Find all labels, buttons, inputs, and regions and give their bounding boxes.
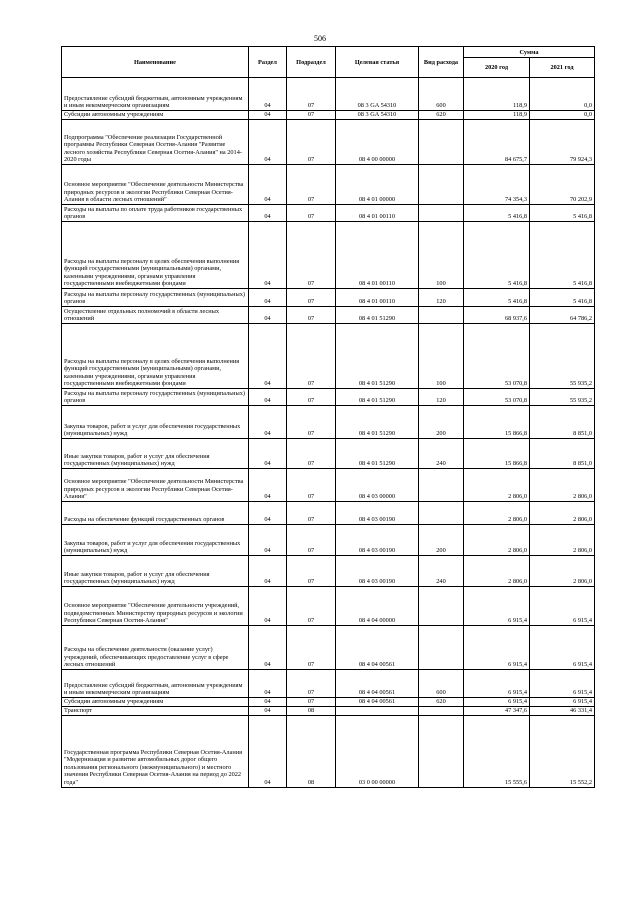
row-expense-type bbox=[419, 715, 464, 787]
row-target-article: 08 4 01 00000 bbox=[336, 165, 419, 205]
row-target-article: 08 4 01 51290 bbox=[336, 389, 419, 406]
row-target-article: 08 4 00 00000 bbox=[336, 120, 419, 165]
row-subsection: 07 bbox=[287, 587, 336, 626]
table-row bbox=[62, 556, 595, 587]
row-section: 04 bbox=[249, 78, 287, 111]
row-sum-2020: 2 806,0 bbox=[464, 525, 530, 556]
row-sum-2021: 8 851,0 bbox=[530, 439, 595, 469]
row-section: 04 bbox=[249, 502, 287, 525]
row-target-article: 08 4 01 00110 bbox=[336, 205, 419, 222]
row-expense-type bbox=[419, 707, 464, 716]
row-expense-type: 120 bbox=[419, 389, 464, 406]
row-target-article: 08 4 01 51290 bbox=[336, 307, 419, 324]
row-sum-2021: 64 786,2 bbox=[530, 307, 595, 324]
row-expense-type: 620 bbox=[419, 698, 464, 707]
row-subsection: 07 bbox=[287, 120, 336, 165]
row-expense-type bbox=[419, 469, 464, 502]
row-name: Расходы на обеспечение функций государственных органов bbox=[62, 502, 249, 525]
table-body bbox=[62, 78, 595, 788]
row-target-article: 08 4 03 00000 bbox=[336, 469, 419, 502]
row-sum-2020: 118,9 bbox=[464, 111, 530, 120]
row-sum-2020: 2 806,0 bbox=[464, 469, 530, 502]
row-section: 04 bbox=[249, 556, 287, 587]
row-sum-2020: 15 866,8 bbox=[464, 406, 530, 439]
row-sum-2020: 6 915,4 bbox=[464, 626, 530, 670]
row-section: 04 bbox=[249, 587, 287, 626]
row-name: Предоставление субсидий бюджетным, автономным учреждениям и иным некоммерческим организациям bbox=[62, 670, 249, 698]
row-expense-type bbox=[419, 120, 464, 165]
row-section: 04 bbox=[249, 289, 287, 307]
row-subsection: 07 bbox=[287, 502, 336, 525]
table-row bbox=[62, 439, 595, 469]
row-target-article: 03 0 00 00000 bbox=[336, 715, 419, 787]
row-target-article: 08 4 03 00190 bbox=[336, 525, 419, 556]
row-name: Расходы на выплаты персоналу в целях обеспечения выполнения функций государственными (муниципальными) органами, казенными учреждениями, органами управления государственными внебюджетными фондами bbox=[62, 324, 249, 389]
row-name: Предоставление субсидий бюджетным, автономным учреждениям и иным некоммерческим организациям bbox=[62, 78, 249, 111]
row-name: Закупка товаров, работ и услуг для обеспечения государственных (муниципальных) нужд bbox=[62, 525, 249, 556]
row-subsection: 07 bbox=[287, 406, 336, 439]
row-name: Субсидии автономным учреждениям bbox=[62, 698, 249, 707]
header-year-2021: 2021 год bbox=[530, 58, 595, 78]
row-subsection: 07 bbox=[287, 205, 336, 222]
row-expense-type bbox=[419, 502, 464, 525]
row-sum-2020: 118,9 bbox=[464, 78, 530, 111]
row-subsection: 07 bbox=[287, 111, 336, 120]
table-row bbox=[62, 715, 595, 787]
row-subsection: 08 bbox=[287, 715, 336, 787]
row-expense-type: 620 bbox=[419, 111, 464, 120]
row-name: Основное мероприятие "Обеспечение деятельности Министерства природных ресурсов и экологии Республики Северная Осетия-Алания в области лесных отношений" bbox=[62, 165, 249, 205]
row-name: Подпрограмма "Обеспечение реализации Государственной программы Республики Северная Осетия-Алания "Развитие лесного хозяйства Республики Северная Осетия-Алания" на 2014-2020 годы bbox=[62, 120, 249, 165]
row-sum-2020: 5 416,8 bbox=[464, 205, 530, 222]
row-section: 04 bbox=[249, 111, 287, 120]
row-sum-2020: 53 070,8 bbox=[464, 389, 530, 406]
row-subsection: 07 bbox=[287, 307, 336, 324]
row-name: Расходы на обеспечение деятельности (оказание услуг) учреждений, обеспечивающих предоставление услуг в сфере лесных отношений bbox=[62, 626, 249, 670]
row-subsection: 07 bbox=[287, 626, 336, 670]
row-expense-type: 100 bbox=[419, 222, 464, 289]
row-sum-2021: 6 915,4 bbox=[530, 587, 595, 626]
row-subsection: 07 bbox=[287, 165, 336, 205]
row-subsection: 07 bbox=[287, 556, 336, 587]
row-expense-type: 200 bbox=[419, 525, 464, 556]
row-section: 04 bbox=[249, 120, 287, 165]
row-sum-2021: 6 915,4 bbox=[530, 670, 595, 698]
row-expense-type: 240 bbox=[419, 439, 464, 469]
row-name: Государственная программа Республики Северная Осетия-Алания "Модернизация и развитие автомобильных дорог общего пользования регионального (межмуниципального) и местного значения Республики Северная Осетия-Алания на период до 2022 года" bbox=[62, 715, 249, 787]
row-expense-type: 120 bbox=[419, 289, 464, 307]
row-subsection: 07 bbox=[287, 78, 336, 111]
row-expense-type bbox=[419, 165, 464, 205]
row-section: 04 bbox=[249, 715, 287, 787]
page-number: 506 bbox=[314, 34, 326, 43]
row-name: Расходы на выплаты персоналу государственных (муниципальных) органов bbox=[62, 389, 249, 406]
table-row bbox=[62, 389, 595, 406]
row-expense-type: 200 bbox=[419, 406, 464, 439]
row-sum-2020: 2 806,0 bbox=[464, 556, 530, 587]
row-subsection: 08 bbox=[287, 707, 336, 716]
row-section: 04 bbox=[249, 525, 287, 556]
row-name: Иные закупки товаров, работ и услуг для обеспечения государственных (муниципальных) нужд bbox=[62, 439, 249, 469]
row-section: 04 bbox=[249, 389, 287, 406]
row-target-article: 08 3 GA 54310 bbox=[336, 78, 419, 111]
row-sum-2020: 84 675,7 bbox=[464, 120, 530, 165]
row-sum-2021: 2 806,0 bbox=[530, 469, 595, 502]
row-sum-2020: 6 915,4 bbox=[464, 587, 530, 626]
row-sum-2021: 2 806,0 bbox=[530, 502, 595, 525]
row-section: 04 bbox=[249, 222, 287, 289]
table-row bbox=[62, 670, 595, 698]
row-sum-2020: 53 070,8 bbox=[464, 324, 530, 389]
header-section: Раздел bbox=[249, 47, 287, 78]
row-target-article: 08 4 04 00561 bbox=[336, 626, 419, 670]
row-target-article: 08 4 04 00000 bbox=[336, 587, 419, 626]
row-sum-2021: 55 935,2 bbox=[530, 389, 595, 406]
row-section: 04 bbox=[249, 406, 287, 439]
row-section: 04 bbox=[249, 698, 287, 707]
header-expense-type: Вид расхода bbox=[419, 47, 464, 78]
row-sum-2020: 15 866,8 bbox=[464, 439, 530, 469]
table-row bbox=[62, 165, 595, 205]
row-sum-2020: 15 555,6 bbox=[464, 715, 530, 787]
row-name: Иные закупки товаров, работ и услуг для обеспечения государственных (муниципальных) нужд bbox=[62, 556, 249, 587]
row-expense-type: 100 bbox=[419, 324, 464, 389]
row-sum-2020: 6 915,4 bbox=[464, 670, 530, 698]
row-sum-2021: 0,0 bbox=[530, 78, 595, 111]
table-row bbox=[62, 289, 595, 307]
row-target-article: 08 3 GA 54310 bbox=[336, 111, 419, 120]
table-row bbox=[62, 626, 595, 670]
row-expense-type bbox=[419, 205, 464, 222]
row-section: 04 bbox=[249, 205, 287, 222]
table-row bbox=[62, 502, 595, 525]
row-sum-2020: 74 354,3 bbox=[464, 165, 530, 205]
row-section: 04 bbox=[249, 165, 287, 205]
row-sum-2021: 6 915,4 bbox=[530, 698, 595, 707]
row-sum-2020: 6 915,4 bbox=[464, 698, 530, 707]
header-year-2020: 2020 год bbox=[464, 58, 530, 78]
row-name: Основное мероприятие "Обеспечение деятельности Министерства природных ресурсов и экологии Республики Северная Осетия-Алания" bbox=[62, 469, 249, 502]
row-sum-2021: 70 202,9 bbox=[530, 165, 595, 205]
row-target-article bbox=[336, 707, 419, 716]
table-row bbox=[62, 698, 595, 707]
row-subsection: 07 bbox=[287, 389, 336, 406]
row-name: Транспорт bbox=[62, 707, 249, 716]
row-name: Осуществление отдельных полномочий в области лесных отношений bbox=[62, 307, 249, 324]
row-name: Расходы на выплаты персоналу в целях обеспечения выполнения функций государственными (муниципальными) органами, казенными учреждениями, органами управления государственными внебюджетными фондами bbox=[62, 222, 249, 289]
row-section: 04 bbox=[249, 670, 287, 698]
row-expense-type: 600 bbox=[419, 78, 464, 111]
row-target-article: 08 4 01 51290 bbox=[336, 439, 419, 469]
row-sum-2021: 79 924,3 bbox=[530, 120, 595, 165]
row-subsection: 07 bbox=[287, 289, 336, 307]
table-row bbox=[62, 525, 595, 556]
row-expense-type bbox=[419, 626, 464, 670]
row-sum-2021: 5 416,8 bbox=[530, 289, 595, 307]
table-row bbox=[62, 324, 595, 389]
row-sum-2020: 5 416,8 bbox=[464, 289, 530, 307]
table-row bbox=[62, 469, 595, 502]
row-sum-2021: 8 851,0 bbox=[530, 406, 595, 439]
row-subsection: 07 bbox=[287, 670, 336, 698]
table-row bbox=[62, 205, 595, 222]
row-sum-2020: 2 806,0 bbox=[464, 502, 530, 525]
row-sum-2021: 2 806,0 bbox=[530, 525, 595, 556]
row-name: Расходы на выплаты по оплате труда работников государственных органов bbox=[62, 205, 249, 222]
header-name: Наименование bbox=[62, 47, 249, 78]
row-sum-2020: 68 937,6 bbox=[464, 307, 530, 324]
row-target-article: 08 4 04 00561 bbox=[336, 698, 419, 707]
row-subsection: 07 bbox=[287, 324, 336, 389]
row-target-article: 08 4 01 00110 bbox=[336, 289, 419, 307]
row-section: 04 bbox=[249, 324, 287, 389]
table-row bbox=[62, 406, 595, 439]
row-target-article: 08 4 03 00190 bbox=[336, 502, 419, 525]
row-expense-type: 600 bbox=[419, 670, 464, 698]
header-sum: Сумма bbox=[464, 47, 595, 58]
row-sum-2021: 6 915,4 bbox=[530, 626, 595, 670]
table-row bbox=[62, 111, 595, 120]
row-sum-2021: 0,0 bbox=[530, 111, 595, 120]
table-row bbox=[62, 307, 595, 324]
row-subsection: 07 bbox=[287, 469, 336, 502]
table-row bbox=[62, 78, 595, 111]
header-target-article: Целевая статья bbox=[336, 47, 419, 78]
row-sum-2021: 5 416,8 bbox=[530, 205, 595, 222]
row-section: 04 bbox=[249, 307, 287, 324]
row-section: 04 bbox=[249, 439, 287, 469]
budget-table bbox=[61, 46, 595, 788]
row-name: Закупка товаров, работ и услуг для обеспечения государственных (муниципальных) нужд bbox=[62, 406, 249, 439]
table-row bbox=[62, 707, 595, 716]
row-section: 04 bbox=[249, 626, 287, 670]
row-sum-2021: 15 552,2 bbox=[530, 715, 595, 787]
row-section: 04 bbox=[249, 707, 287, 716]
row-subsection: 07 bbox=[287, 222, 336, 289]
row-subsection: 07 bbox=[287, 525, 336, 556]
table-row bbox=[62, 222, 595, 289]
table-row bbox=[62, 120, 595, 165]
row-sum-2021: 55 935,2 bbox=[530, 324, 595, 389]
row-name: Основное мероприятие "Обеспечение деятельности учреждений, подведомственных Министерству природных ресурсов и экологии Республики Северная Осетия-Алания" bbox=[62, 587, 249, 626]
row-target-article: 08 4 03 00190 bbox=[336, 556, 419, 587]
row-section: 04 bbox=[249, 469, 287, 502]
row-sum-2020: 5 416,8 bbox=[464, 222, 530, 289]
header-subsection: Подраздел bbox=[287, 47, 336, 78]
row-sum-2020: 47 347,6 bbox=[464, 707, 530, 716]
row-subsection: 07 bbox=[287, 439, 336, 469]
row-expense-type: 240 bbox=[419, 556, 464, 587]
row-target-article: 08 4 04 00561 bbox=[336, 670, 419, 698]
row-expense-type bbox=[419, 587, 464, 626]
row-target-article: 08 4 01 51290 bbox=[336, 406, 419, 439]
row-target-article: 08 4 01 00110 bbox=[336, 222, 419, 289]
row-expense-type bbox=[419, 307, 464, 324]
row-subsection: 07 bbox=[287, 698, 336, 707]
row-name: Субсидии автономным учреждениям bbox=[62, 111, 249, 120]
row-sum-2021: 5 416,8 bbox=[530, 222, 595, 289]
row-sum-2021: 46 331,4 bbox=[530, 707, 595, 716]
row-target-article: 08 4 01 51290 bbox=[336, 324, 419, 389]
row-sum-2021: 2 806,0 bbox=[530, 556, 595, 587]
table-row bbox=[62, 587, 595, 626]
row-name: Расходы на выплаты персоналу государственных (муниципальных) органов bbox=[62, 289, 249, 307]
